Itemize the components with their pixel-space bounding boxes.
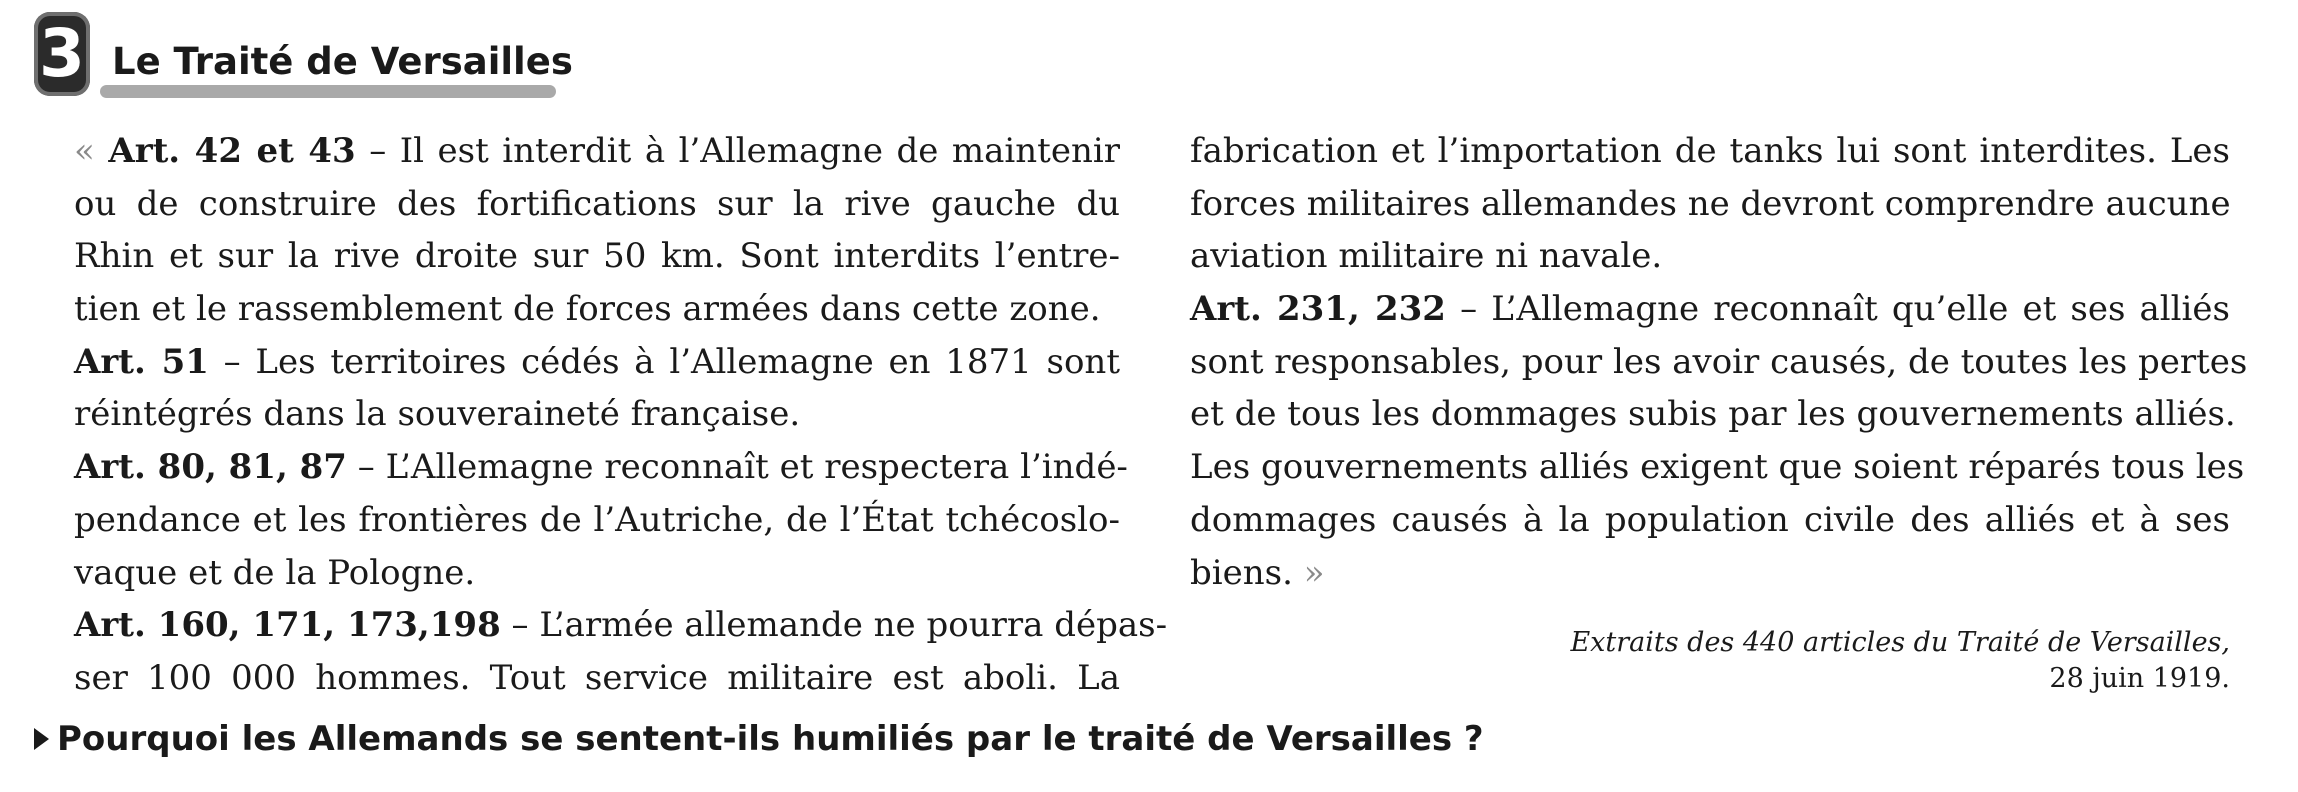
article-reference: Art. 231, 232: [1190, 289, 1446, 330]
text-line: [74, 441, 1128, 494]
study-question: [34, 717, 1484, 761]
text-line: [1190, 441, 2245, 494]
line-text: – Il est interdit à l’Allemagne de maintenir: [355, 131, 1120, 171]
text-line: [1190, 125, 2230, 178]
document-title: Le Traité de Versailles: [112, 40, 573, 83]
line-text: forces militaires allemandes ne devront comprendre aucune: [1190, 183, 2231, 224]
line-text: Rhin et sur la rive droite sur 50 km. Sont interdits l’entre-: [74, 236, 1120, 277]
closing-quote: »: [1303, 552, 1325, 593]
line-text: fabrication et l’importation de tanks lui sont interdites. Les: [1190, 131, 2230, 171]
opening-quote: «: [74, 131, 95, 171]
document-number-badge: 3: [34, 12, 90, 96]
text-line: [74, 599, 1168, 652]
line-text: ou de construire des fortifications sur la rive gauche du: [74, 183, 1120, 224]
text-line: [1190, 547, 2230, 600]
article-reference: Art. 160, 171, 173,198: [74, 605, 501, 646]
text-line: [74, 547, 1120, 600]
question-text: Pourquoi les Allemands se sentent-ils humiliés par le traité de Versailles ?: [57, 719, 1484, 759]
text-line: [74, 388, 1120, 441]
source-date: 28 juin 1919.: [2049, 663, 2230, 694]
text-line: [74, 230, 1120, 283]
line-text: Les gouvernements alliés exigent que soient réparés tous les: [1190, 447, 2245, 488]
text-line: [1190, 336, 2248, 389]
line-text: biens.: [1190, 552, 1304, 593]
text-line: [1190, 283, 2230, 336]
extract-left-column: [74, 125, 1168, 705]
text-line: [74, 283, 1120, 336]
article-reference: Art. 80, 81, 87: [74, 447, 347, 488]
line-text: dommages causés à la population civile des alliés et à ses: [1190, 499, 2230, 540]
text-line: [74, 125, 1120, 178]
article-reference: Art. 51: [74, 341, 209, 382]
line-text: – L’Allemagne reconnaît et respectera l’indé-: [346, 447, 1128, 488]
line-text: – L’Allemagne reconnaît qu’elle et ses alliés: [1445, 289, 2230, 330]
line-text: pendance et les frontières de l’Autriche, de l’État tchécoslo-: [74, 499, 1120, 540]
text-line: [74, 178, 1120, 231]
line-text: vaque et de la Pologne.: [74, 552, 476, 593]
article-reference: Art. 42 et 43: [108, 131, 356, 171]
text-line: [74, 336, 1120, 389]
source-text: Extraits des 440 articles du Traité de Versailles,: [1570, 627, 2230, 658]
text-line: [74, 494, 1120, 547]
line-text: et de tous les dommages subis par les gouvernements alliés.: [1190, 394, 2236, 435]
line-text: aviation militaire ni navale.: [1190, 236, 1663, 277]
line-text: – L’armée allemande ne pourra dépas-: [500, 605, 1168, 646]
extract-right-column: [1190, 125, 2248, 599]
triangle-bullet-icon: [34, 728, 49, 750]
text-line: [1190, 388, 2236, 441]
text-line: [1190, 230, 2230, 283]
line-text: – Les territoires cédés à l’Allemagne en 1871 sont: [208, 341, 1120, 382]
line-text: sont responsables, pour les avoir causés, de toutes les pertes: [1190, 341, 2248, 382]
text-line: [74, 652, 1120, 705]
line-text: réintégrés dans la souveraineté française.: [74, 394, 801, 435]
source-citation: [1300, 625, 2230, 697]
text-line: [1190, 178, 2230, 231]
text-line: [1190, 494, 2230, 547]
line-text: tien et le rassemblement de forces armées dans cette zone.: [74, 289, 1101, 330]
title-underline-bar: [100, 85, 556, 98]
line-text: ser 100 000 hommes. Tout service militaire est aboli. La: [74, 657, 1120, 698]
